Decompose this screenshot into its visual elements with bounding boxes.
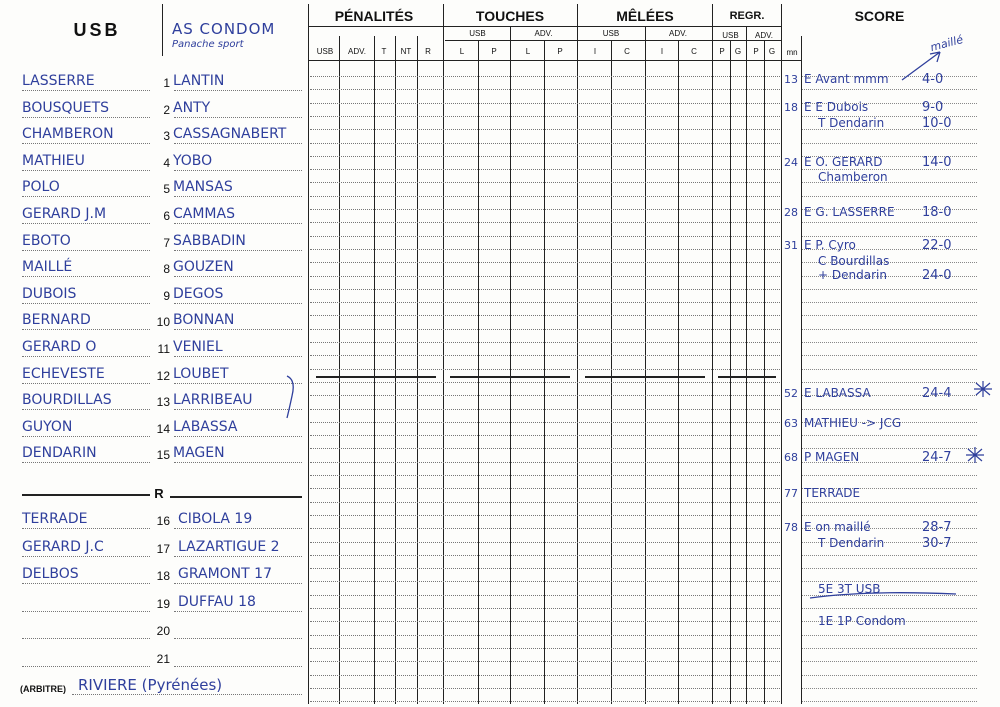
- name-dotted-line: [174, 223, 302, 224]
- grid-row-line: [310, 688, 780, 689]
- regr-col-g1: G: [734, 47, 742, 56]
- name-dotted-line: [174, 556, 302, 557]
- usb-player-name: BOURDILLAS: [22, 392, 112, 409]
- star-icon: [972, 380, 994, 398]
- minute-col: mn: [786, 48, 798, 57]
- name-dotted-line: [22, 117, 150, 118]
- score-event: TERRADE: [804, 486, 861, 500]
- score-row-line: [802, 369, 977, 370]
- touches-col-l1: L: [459, 47, 465, 56]
- name-dotted-line: [174, 196, 302, 197]
- score-row-line: [802, 648, 977, 649]
- regr-col-p1: P: [719, 47, 725, 56]
- reserve-number: 17: [156, 541, 170, 556]
- reserve-number: 21: [156, 652, 170, 666]
- score-event: MATHIEU -> JCG: [804, 416, 902, 430]
- adv-player-name: LOUBET: [173, 365, 229, 382]
- touches-col-l2: L: [525, 47, 531, 56]
- name-dotted-line: [22, 303, 150, 304]
- grid-row-line: [310, 209, 780, 210]
- subcol-line: [417, 36, 418, 704]
- player-number: 7: [163, 235, 170, 250]
- score-value: 22-0: [922, 238, 952, 253]
- grid-row-line: [310, 448, 780, 449]
- bracket-mark: [284, 374, 298, 420]
- grid-row-line: [310, 568, 780, 569]
- score-event: + Dendarin: [818, 268, 887, 282]
- score-value: 18-0: [922, 205, 952, 220]
- score-minute: 78: [784, 521, 798, 534]
- name-dotted-line: [22, 528, 150, 529]
- usb-player-name: MATHIEU: [22, 152, 85, 169]
- subcol-line: [395, 36, 396, 704]
- header-rule: [308, 26, 781, 27]
- score-row-line: [802, 409, 977, 410]
- grid-row-line: [310, 635, 780, 636]
- grid-row-line: [310, 262, 780, 263]
- name-dotted-line: [22, 638, 150, 639]
- score-event: P MAGEN: [804, 450, 860, 464]
- subcol-line: [730, 40, 731, 704]
- usb-player-name: DENDARIN: [22, 445, 97, 462]
- score-event: 5E 3T USB: [818, 582, 881, 596]
- score-value: 10-0: [922, 116, 952, 131]
- adv-player-name: YOBO: [173, 152, 213, 169]
- usb-player-name: MAILLÉ: [22, 259, 73, 276]
- score-row-line: [802, 608, 977, 609]
- name-dotted-line: [174, 90, 302, 91]
- regr-col-p2: P: [753, 47, 759, 56]
- subcol-line: [339, 36, 340, 704]
- score-row-line: [802, 342, 977, 343]
- subcol-line: [510, 26, 511, 704]
- score-row-line: [802, 688, 977, 689]
- divider-minute-col: [801, 36, 802, 704]
- usb-player-name: GERARD O: [22, 339, 97, 355]
- score-row-line: [802, 635, 977, 636]
- adv-player-name: CAMMAS: [173, 206, 235, 222]
- player-number: 11: [157, 342, 170, 356]
- usb-player-name: GUYON: [22, 418, 73, 435]
- name-dotted-line: [22, 436, 150, 437]
- score-row-line: [802, 701, 977, 702]
- adv-reserve-name: GRAMONT 17: [178, 566, 272, 583]
- grid-row-line: [310, 236, 780, 237]
- subcol-line: [611, 40, 612, 704]
- pen-adv-col: ADV.: [348, 47, 366, 56]
- name-dotted-line: [174, 436, 302, 437]
- halftime-line-regr: [718, 376, 776, 378]
- touches-col-p2: P: [557, 47, 563, 56]
- pen-usb-col: USB: [316, 47, 334, 56]
- name-dotted-line: [22, 143, 150, 144]
- adv-reserve-name: CIBOLA 19: [178, 511, 253, 527]
- grid-row-line: [310, 475, 780, 476]
- score-row-line: [802, 89, 977, 90]
- adv-reserve-name: LAZARTIGUE 2: [178, 538, 280, 555]
- grid-row-line: [310, 355, 780, 356]
- score-value: 14-0: [922, 155, 952, 170]
- melees-col-c2: C: [691, 47, 697, 56]
- grid-row-line: [310, 276, 780, 277]
- grid-row-line: [310, 222, 780, 223]
- grid-row-line: [310, 342, 780, 343]
- divider-regr-score: [781, 4, 782, 704]
- player-number: 15: [156, 448, 170, 463]
- score-value: 24-4: [922, 386, 952, 401]
- subcol-line: [645, 26, 646, 704]
- grid-row-line: [310, 156, 780, 157]
- header-rule-lower: [445, 40, 781, 41]
- score-minute: 68: [784, 451, 798, 464]
- divider-pen-touches: [443, 4, 444, 704]
- adv-player-name: BONNAN: [173, 312, 235, 329]
- reserve-divider-left: [22, 494, 150, 496]
- score-row-line: [802, 675, 977, 676]
- header-bottom-rule: [308, 60, 802, 61]
- grid-row-line: [310, 369, 780, 370]
- name-dotted-line: [22, 383, 150, 384]
- score-row-line: [802, 355, 977, 356]
- touches-adv-group: ADV.: [534, 29, 553, 38]
- halftime-line-pen: [316, 376, 436, 378]
- grid-row-line: [310, 502, 780, 503]
- name-dotted-line: [22, 556, 150, 557]
- score-value: 9-0: [922, 100, 944, 115]
- score-row-line: [802, 329, 977, 330]
- melees-header: MÊLÉES: [616, 8, 674, 24]
- grid-row-line: [310, 182, 780, 183]
- reserve-divider-right: [170, 496, 302, 498]
- grid-row-line: [310, 103, 780, 104]
- adv-player-name: MAGEN: [173, 445, 225, 462]
- score-top-note: maillé: [928, 32, 965, 55]
- adv-player-name: LANTIN: [173, 73, 225, 89]
- score-row-line: [802, 515, 977, 516]
- grid-row-line: [310, 315, 780, 316]
- grid-row-line: [310, 462, 780, 463]
- grid-row-line: [310, 661, 780, 662]
- reserve-number: 19: [156, 596, 170, 611]
- score-event: E Avant mmm: [804, 72, 889, 86]
- player-number: 1: [163, 76, 170, 90]
- underline-mark: [808, 588, 958, 602]
- score-event: E on maillé: [804, 520, 871, 534]
- subcol-line: [374, 36, 375, 704]
- player-number: 5: [163, 182, 170, 197]
- grid-row-line: [310, 116, 780, 117]
- grid-row-line: [310, 608, 780, 609]
- opponent-name: AS CONDOM: [172, 20, 276, 38]
- score-row-line: [802, 302, 977, 303]
- grid-row-line: [310, 409, 780, 410]
- score-event: C Bourdillas: [818, 254, 890, 268]
- divider-touches-melees: [577, 4, 578, 704]
- score-row-line: [802, 475, 977, 476]
- score-minute: 31: [784, 239, 798, 252]
- grid-row-line: [310, 289, 780, 290]
- grid-row-line: [310, 581, 780, 582]
- score-row-line: [802, 143, 977, 144]
- arbitre-value: RIVIERE (Pyrénées): [78, 676, 223, 694]
- score-event: E O. GERARD: [804, 155, 883, 169]
- adv-player-name: SABBADIN: [173, 232, 246, 249]
- name-dotted-line: [22, 196, 150, 197]
- usb-player-name: BERNARD: [22, 312, 91, 329]
- name-dotted-line: [22, 90, 150, 91]
- adv-player-name: DEGOS: [173, 285, 224, 302]
- melees-col-c1: C: [624, 47, 630, 56]
- grid-row-line: [310, 648, 780, 649]
- melees-adv-group: ADV.: [669, 29, 687, 38]
- grid-row-line: [310, 89, 780, 90]
- name-dotted-line: [22, 356, 150, 357]
- score-row-line: [802, 435, 977, 436]
- name-dotted-line: [22, 409, 150, 410]
- grid-row-line: [310, 329, 780, 330]
- reserve-number: 20: [156, 624, 170, 639]
- melees-usb-group: USB: [602, 29, 620, 38]
- regr-col-g2: G: [768, 47, 776, 56]
- grid-row-line: [310, 249, 780, 250]
- name-dotted-line: [22, 329, 150, 330]
- grid-row-line: [310, 675, 780, 676]
- adv-player-name: GOUZEN: [173, 259, 234, 276]
- adv-reserve-name: DUFFAU 18: [178, 593, 256, 610]
- grid-row-line: [310, 382, 780, 383]
- grid-row-line: [310, 129, 780, 130]
- usb-player-name: ECHEVESTE: [22, 365, 105, 382]
- grid-row-line: [310, 143, 780, 144]
- name-dotted-line: [22, 276, 150, 277]
- subcol-line: [544, 40, 545, 704]
- score-event: E P. Cyro: [804, 238, 856, 252]
- grid-row-line: [310, 196, 780, 197]
- usb-player-name: POLO: [22, 179, 60, 196]
- adv-player-name: CASSAGNABERT: [173, 126, 287, 143]
- name-dotted-line: [174, 143, 302, 144]
- score-minute: 18: [784, 101, 798, 114]
- usb-player-name: DUBOIS: [22, 285, 77, 302]
- name-dotted-line: [22, 666, 150, 667]
- adv-player-name: ANTY: [173, 99, 211, 116]
- penalites-header: PÉNALITÉS: [334, 8, 414, 24]
- player-number: 9: [163, 288, 170, 303]
- grid-row-line: [310, 595, 780, 596]
- usb-player-name: GERARD J.M: [22, 206, 107, 222]
- name-dotted-line: [174, 170, 302, 171]
- score-value: 24-7: [922, 450, 952, 465]
- usb-reserve-name: GERARD J.C: [22, 538, 104, 555]
- subcol-line: [678, 40, 679, 704]
- arbitre-line: [72, 694, 302, 695]
- subcol-line: [764, 40, 765, 704]
- score-value: 28-7: [922, 520, 952, 535]
- grid-row-line: [310, 302, 780, 303]
- grid-row-line: [310, 621, 780, 622]
- regr-header: REGR.: [729, 10, 765, 22]
- reserve-label: R: [154, 486, 164, 501]
- name-dotted-line: [22, 583, 150, 584]
- score-row-line: [802, 568, 977, 569]
- score-minute: 28: [784, 206, 798, 219]
- name-dotted-line: [22, 462, 150, 463]
- grid-row-line: [310, 701, 780, 702]
- name-dotted-line: [174, 528, 302, 529]
- score-minute: 24: [784, 156, 798, 169]
- regr-adv-group: ADV.: [755, 31, 773, 40]
- adv-player-name: LABASSA: [173, 418, 238, 435]
- score-row-line: [802, 661, 977, 662]
- melees-col-i2: I: [660, 47, 664, 56]
- name-dotted-line: [174, 329, 302, 330]
- score-event: E G. LASSERRE: [804, 205, 895, 219]
- name-dotted-line: [174, 250, 302, 251]
- score-event: E E Dubois: [804, 100, 869, 114]
- score-row-line: [802, 289, 977, 290]
- usb-player-name: BOUSQUETS: [22, 99, 110, 116]
- name-dotted-line: [174, 303, 302, 304]
- usb-header: USB: [73, 20, 121, 40]
- player-number: 4: [163, 155, 170, 170]
- name-dotted-line: [174, 638, 302, 639]
- name-dotted-line: [22, 611, 150, 612]
- score-row-line: [802, 236, 977, 237]
- adv-player-name: LARRIBEAU: [173, 392, 253, 409]
- score-row-line: [802, 315, 977, 316]
- player-number: 8: [163, 262, 170, 277]
- grid-row-line: [310, 169, 780, 170]
- grid-row-line: [310, 76, 780, 77]
- name-dotted-line: [174, 583, 302, 584]
- grid-row-line: [310, 422, 780, 423]
- score-row-line: [802, 555, 977, 556]
- reserve-number: 18: [156, 569, 170, 584]
- subcol-line: [478, 40, 479, 704]
- halftime-line-melees: [585, 376, 705, 378]
- usb-reserve-name: DELBOS: [22, 566, 79, 583]
- score-event: 1E 1P Condom: [818, 614, 906, 628]
- touches-usb-group: USB: [469, 29, 486, 38]
- adv-player-name: VENIEL: [173, 339, 223, 355]
- score-row-line: [802, 222, 977, 223]
- score-event: Chamberon: [818, 170, 888, 184]
- name-dotted-line: [174, 666, 302, 667]
- grid-row-line: [310, 555, 780, 556]
- pen-t-col: T: [381, 47, 387, 56]
- grid-row-line: [310, 395, 780, 396]
- grid-row-line: [310, 528, 780, 529]
- name-dotted-line: [22, 170, 150, 171]
- score-minute: 63: [784, 417, 798, 430]
- name-dotted-line: [174, 409, 302, 410]
- adv-player-name: MANSAS: [173, 179, 233, 196]
- divider-names-grid: [308, 4, 309, 704]
- usb-player-name: LASSERRE: [22, 73, 95, 89]
- player-number: 12: [156, 368, 170, 383]
- grid-row-line: [310, 488, 780, 489]
- score-value: 4-0: [922, 72, 944, 87]
- reserve-number: 16: [156, 514, 170, 528]
- halftime-line-touches: [450, 376, 570, 378]
- score-row-line: [802, 382, 977, 383]
- score-event: E LABASSA: [804, 386, 871, 400]
- score-minute: 13: [784, 73, 798, 86]
- player-number: 13: [156, 395, 170, 410]
- name-dotted-line: [174, 356, 302, 357]
- touches-header: TOUCHES: [475, 8, 545, 24]
- regr-usb-group: USB: [722, 31, 739, 40]
- pen-nt-col: NT: [400, 47, 412, 56]
- name-dotted-line: [174, 462, 302, 463]
- name-dotted-line: [174, 276, 302, 277]
- opponent-note: Panache sport: [172, 39, 244, 50]
- subcol-line: [746, 26, 747, 704]
- score-minute: 52: [784, 387, 798, 400]
- score-value: 30-7: [922, 536, 952, 551]
- name-dotted-line: [22, 223, 150, 224]
- arbitre-label: (ARBITRE): [20, 684, 66, 694]
- grid-row-line: [310, 515, 780, 516]
- score-row-line: [802, 502, 977, 503]
- score-header: SCORE: [854, 8, 905, 24]
- usb-player-name: CHAMBERON: [22, 126, 114, 143]
- score-event: T Dendarin: [818, 536, 885, 550]
- grid-row-line: [310, 435, 780, 436]
- usb-player-name: EBOTO: [22, 232, 71, 249]
- name-dotted-line: [174, 383, 302, 384]
- score-row-line: [802, 196, 977, 197]
- player-number: 6: [163, 209, 170, 223]
- grid-row-line: [310, 542, 780, 543]
- pen-r-col: R: [425, 47, 431, 56]
- player-number: 10: [156, 315, 170, 330]
- player-number: 14: [156, 421, 170, 436]
- divider-melees-regr: [712, 4, 713, 704]
- score-minute: 77: [784, 487, 798, 500]
- divider-usb-adv: [162, 4, 163, 56]
- score-value: 24-0: [922, 268, 952, 283]
- name-dotted-line: [174, 611, 302, 612]
- score-event: T Dendarin: [818, 116, 885, 130]
- usb-reserve-name: TERRADE: [22, 511, 88, 527]
- player-number: 3: [163, 129, 170, 144]
- player-number: 2: [163, 102, 170, 117]
- name-dotted-line: [22, 250, 150, 251]
- melees-col-i1: I: [593, 47, 597, 56]
- touches-col-p1: P: [491, 47, 497, 56]
- name-dotted-line: [174, 117, 302, 118]
- star-icon: [964, 446, 986, 464]
